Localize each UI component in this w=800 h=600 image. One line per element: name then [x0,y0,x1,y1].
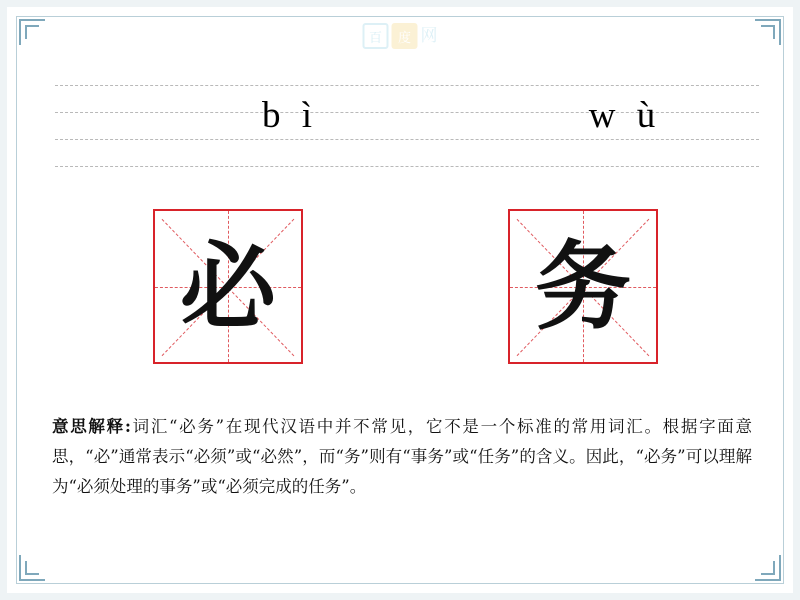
staff-line-1 [55,85,759,86]
character-second: 务 [535,229,631,343]
explanation-paragraph [52,412,752,502]
corner-ornament-top-left [19,19,45,45]
explanation-label: 意思解释: [52,417,131,436]
pinyin-first: b ì [261,95,319,136]
corner-ornament-bottom-right [755,555,781,581]
watermark-logo [363,23,438,49]
character-first: 必 [180,229,276,343]
staff-line-3 [55,139,759,140]
explanation-body: 词汇“必务”在现代汉语中并不常见，它不是一个标准的常用词汇。根据字面意思，“必”通常表示“必须”或“必然”，而“务”则有“事务”或“任务”的含义。因此，“必务”可以理解为“必须处理的事务”或“必须完成的任务”。 [52,417,752,496]
pinyin-staff [55,85,759,167]
watermark-box-2: 度 [392,23,418,49]
corner-ornament-top-right [755,19,781,45]
character-grid-first [153,209,303,364]
staff-line-4 [55,166,759,167]
watermark-box-1: 百 [363,23,389,49]
corner-ornament-bottom-left [19,555,45,581]
pinyin-second: w ù [588,95,662,136]
watermark-text: 网 [420,26,438,46]
character-grid-second [508,209,658,364]
